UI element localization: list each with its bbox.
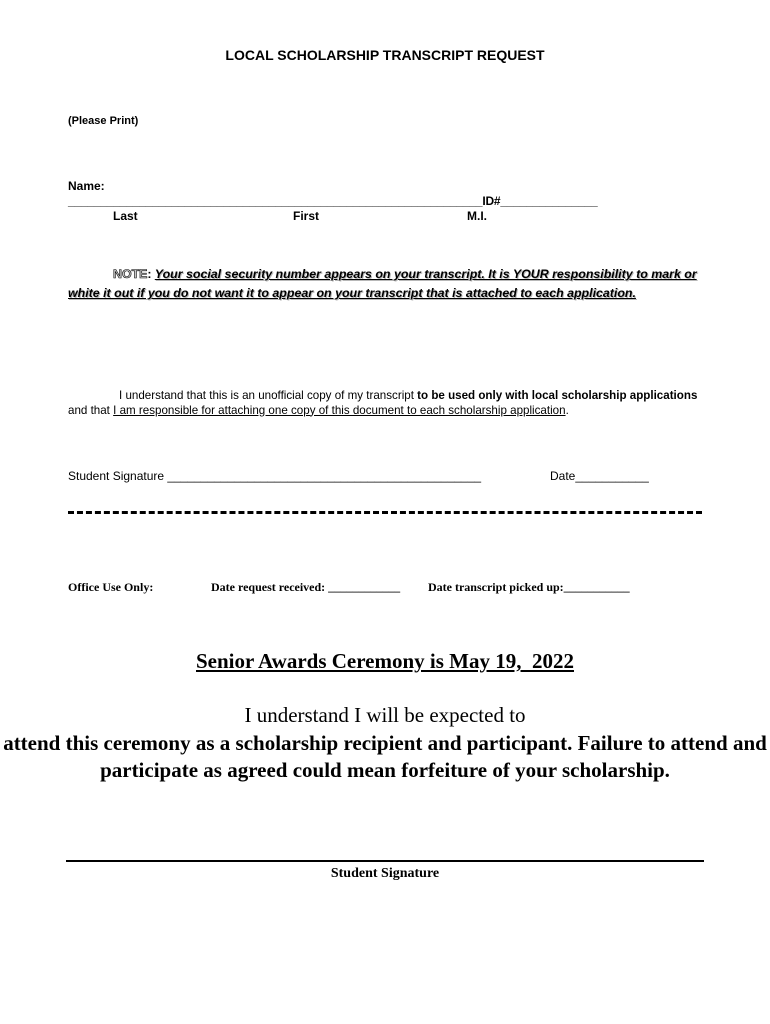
understand-end: . <box>565 403 569 417</box>
understand-bold: to be used only with local scholarship applications <box>417 389 698 402</box>
middle-initial-label: M.I. <box>467 209 487 223</box>
bottom-student-signature-label: Student Signature <box>330 866 440 881</box>
student-signature-field[interactable]: Student Signature _______________________________________________ <box>68 469 482 483</box>
understand-underline: I am responsible for attaching one copy of this document to each scholarship application <box>113 403 566 417</box>
last-name-label: Last <box>113 209 138 223</box>
date-request-received-field[interactable]: Date request received: ____________ <box>211 580 401 594</box>
name-label: Name: <box>68 179 105 193</box>
note-body: Your social security number appears on your transcript. It is YOUR responsibility to mark or white it out if you do not want it to appear on your transcript that is attached to each application. <box>68 267 697 300</box>
name-id-blank-line[interactable]: ________________________________________________________________ID#_______________ <box>68 194 598 208</box>
date-transcript-picked-up-field[interactable]: Date transcript picked up:___________ <box>428 580 630 594</box>
ceremony-attendance-statement: attend this ceremony as a scholarship recipient and participant. Failure to attend and participate as agreed could mean forfeiture of your scholarship. <box>3 731 767 782</box>
understand-part1: I understand that this is an unofficial copy of my transcript <box>119 389 418 402</box>
please-print-instruction: (Please Print) <box>68 115 139 127</box>
ceremony-heading: Senior Awards Ceremony is May 19, 2022 <box>196 649 574 673</box>
note-lead: NOTE <box>113 267 148 281</box>
understanding-statement <box>68 389 708 418</box>
office-use-only-label: Office Use Only: <box>68 580 154 594</box>
first-name-label: First <box>293 209 320 223</box>
form-title: LOCAL SCHOLARSHIP TRANSCRIPT REQUEST <box>225 47 545 63</box>
date-field[interactable]: Date___________ <box>550 469 649 483</box>
ceremony-expectation-line: I understand I will be expected to <box>244 703 526 727</box>
note-colon: : <box>147 267 152 281</box>
ssn-note <box>68 265 708 303</box>
signature-line[interactable] <box>66 860 704 862</box>
dashed-separator <box>68 511 702 514</box>
understand-part2: and that <box>68 403 114 417</box>
